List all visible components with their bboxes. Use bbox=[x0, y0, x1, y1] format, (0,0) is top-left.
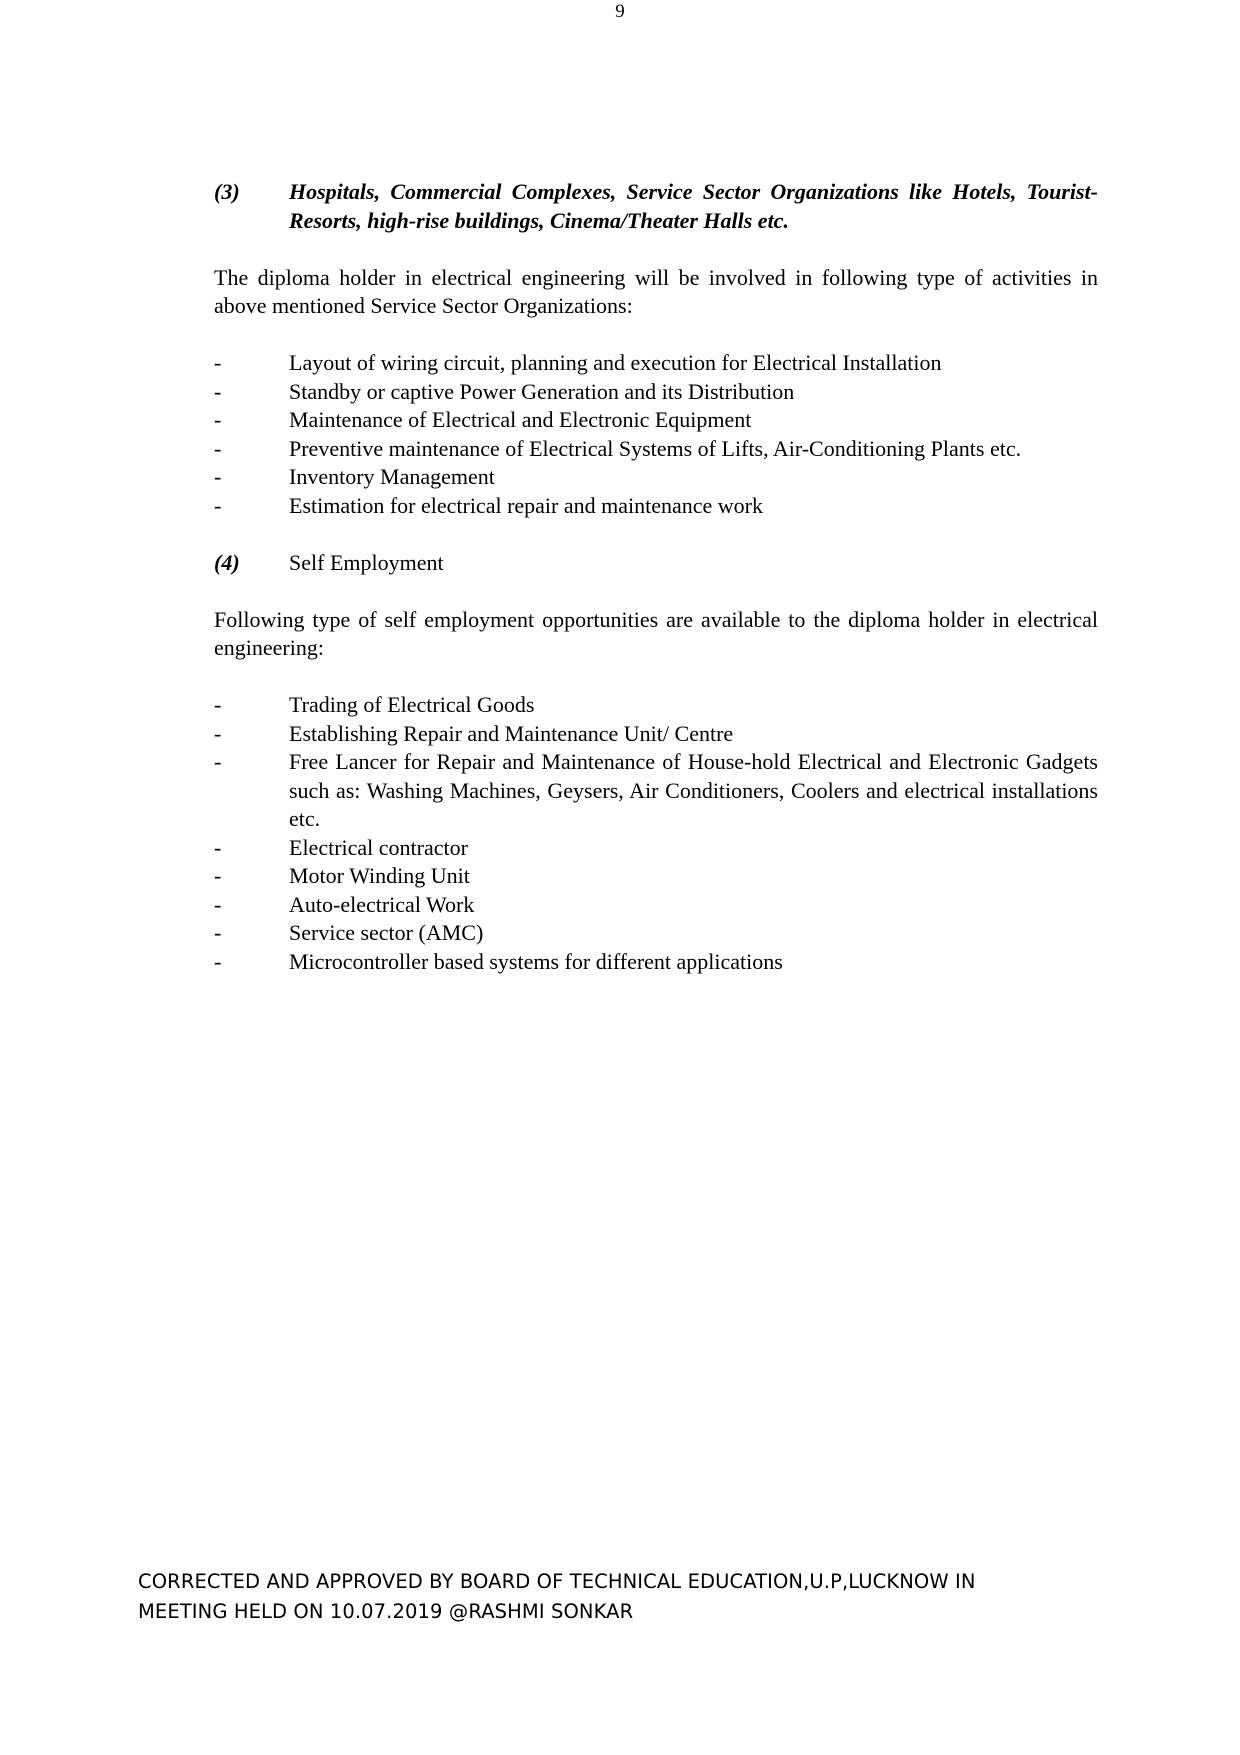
list-item bbox=[214, 720, 1098, 749]
list-item-text: Service sector (AMC) bbox=[289, 920, 484, 945]
list-item bbox=[214, 919, 1098, 948]
section-4-title: Self Employment bbox=[289, 549, 444, 575]
section-4-number: (4) bbox=[214, 549, 240, 575]
list-item bbox=[214, 463, 1098, 492]
list-item-text: Inventory Management bbox=[289, 464, 495, 489]
section-3-title: Hospitals, Commercial Complexes, Service Sector Organizations like Hotels, Tourist-Resorts, high-rise buildings, Cinema/Theater Halls etc. bbox=[289, 179, 1098, 233]
page-number: 9 bbox=[615, 1, 625, 22]
list-item bbox=[214, 349, 1098, 378]
section-4-intro: Following type of self employment opportunities are available to the diploma holder in electrical engineering: bbox=[214, 606, 1098, 660]
section-4-heading bbox=[214, 549, 1098, 578]
bullet-dash: - bbox=[214, 891, 222, 917]
document-body bbox=[214, 178, 1098, 976]
list-item bbox=[214, 378, 1098, 407]
bullet-dash: - bbox=[214, 749, 222, 774]
list-item bbox=[214, 435, 1098, 464]
list-item-text: Preventive maintenance of Electrical Systems of Lifts, Air-Conditioning Plants etc. bbox=[289, 435, 1022, 461]
list-item bbox=[214, 891, 1098, 920]
list-item-text: Microcontroller based systems for different applications bbox=[289, 948, 783, 974]
section-3-number: (3) bbox=[214, 179, 240, 204]
bullet-dash: - bbox=[214, 692, 222, 717]
list-item-text: Estimation for electrical repair and maintenance work bbox=[289, 492, 764, 518]
list-item-text: Maintenance of Electrical and Electronic Equipment bbox=[289, 407, 752, 432]
bullet-dash: - bbox=[214, 834, 222, 860]
bullet-dash: - bbox=[214, 378, 222, 404]
bullet-dash: - bbox=[214, 464, 222, 489]
footer-line-2: MEETING HELD ON 10.07.2019 @RASHMI SONKAR bbox=[138, 1600, 634, 1623]
list-item bbox=[214, 748, 1098, 834]
bullet-dash: - bbox=[214, 948, 222, 974]
list-item bbox=[214, 691, 1098, 720]
list-item-text: Establishing Repair and Maintenance Unit/ Centre bbox=[289, 720, 734, 746]
bullet-dash: - bbox=[214, 863, 222, 888]
list-item-text: Trading of Electrical Goods bbox=[289, 692, 535, 717]
list-item bbox=[214, 406, 1098, 435]
section-3-intro: The diploma holder in electrical engineering will be involved in following type of activities in above mentioned Service Sector Organizations: bbox=[214, 264, 1098, 318]
section-3-list bbox=[214, 349, 1098, 520]
bullet-dash: - bbox=[214, 920, 222, 945]
bullet-dash: - bbox=[214, 407, 222, 432]
bullet-dash: - bbox=[214, 492, 222, 518]
list-item bbox=[214, 948, 1098, 977]
approval-footer bbox=[138, 1567, 976, 1627]
list-item-text: Standby or captive Power Generation and its Distribution bbox=[289, 378, 795, 404]
section-4-list bbox=[214, 691, 1098, 976]
list-item-text: Motor Winding Unit bbox=[289, 863, 470, 888]
list-item bbox=[214, 834, 1098, 863]
list-item bbox=[214, 492, 1098, 521]
section-3-heading bbox=[214, 178, 1098, 235]
footer-line-1: CORRECTED AND APPROVED BY BOARD OF TECHNICAL EDUCATION,U.P,LUCKNOW IN bbox=[138, 1570, 976, 1593]
list-item-text: Layout of wiring circuit, planning and execution for Electrical Installation bbox=[289, 350, 942, 375]
bullet-dash: - bbox=[214, 720, 222, 746]
list-item bbox=[214, 862, 1098, 891]
list-item-text: Electrical contractor bbox=[289, 834, 468, 860]
bullet-dash: - bbox=[214, 350, 222, 375]
list-item-text: Free Lancer for Repair and Maintenance of House-hold Electrical and Electronic Gadgets such as: Washing Machines, Geysers, Air Conditioners, Coolers and electrical installations etc. bbox=[289, 749, 1098, 831]
list-item-text: Auto-electrical Work bbox=[289, 891, 475, 917]
bullet-dash: - bbox=[214, 435, 222, 461]
